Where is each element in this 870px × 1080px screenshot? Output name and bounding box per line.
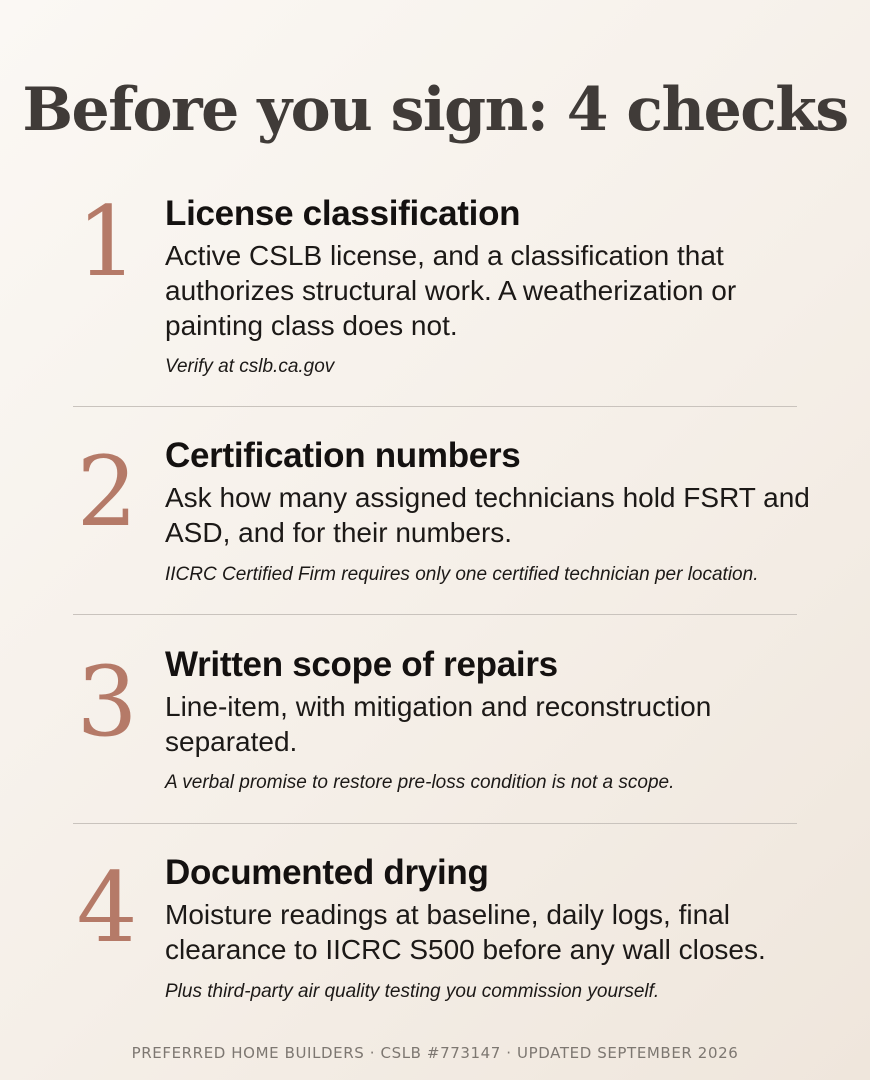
- check-note: Plus third-party air quality testing you commission yourself.: [165, 981, 660, 1002]
- page-title: Before you sign: 4 checks: [22, 75, 848, 145]
- check-heading: Written scope of repairs: [165, 645, 558, 684]
- divider: [73, 406, 797, 407]
- check-heading: Certification numbers: [165, 436, 521, 475]
- check-body: Ask how many assigned technicians hold FSRT and ASD, and for their numbers.: [165, 482, 810, 548]
- divider: [73, 614, 797, 615]
- check-number: 4: [76, 852, 138, 964]
- check-heading: Documented drying: [165, 853, 489, 892]
- divider: [73, 823, 797, 824]
- check-number: 2: [76, 436, 138, 548]
- footer-credit: PREFERRED HOME BUILDERS · CSLB #773147 · UPDATED SEPTEMBER 2026: [131, 1044, 739, 1062]
- check-number: 1: [76, 186, 138, 298]
- check-body: Line-item, with mitigation and reconstruction separated.: [165, 691, 712, 757]
- check-body: Active CSLB license, and a classification that authorizes structural work. A weatherization or painting class does not.: [165, 240, 737, 341]
- check-note: A verbal promise to restore pre-loss condition is not a scope.: [165, 772, 675, 793]
- check-note: IICRC Certified Firm requires only one certified technician per location.: [165, 564, 759, 585]
- check-note: Verify at cslb.ca.gov: [165, 356, 335, 377]
- check-heading: License classification: [165, 194, 521, 233]
- check-body: Moisture readings at baseline, daily logs, final clearance to IICRC S500 before any wall closes.: [165, 899, 766, 965]
- check-number: 3: [76, 646, 138, 758]
